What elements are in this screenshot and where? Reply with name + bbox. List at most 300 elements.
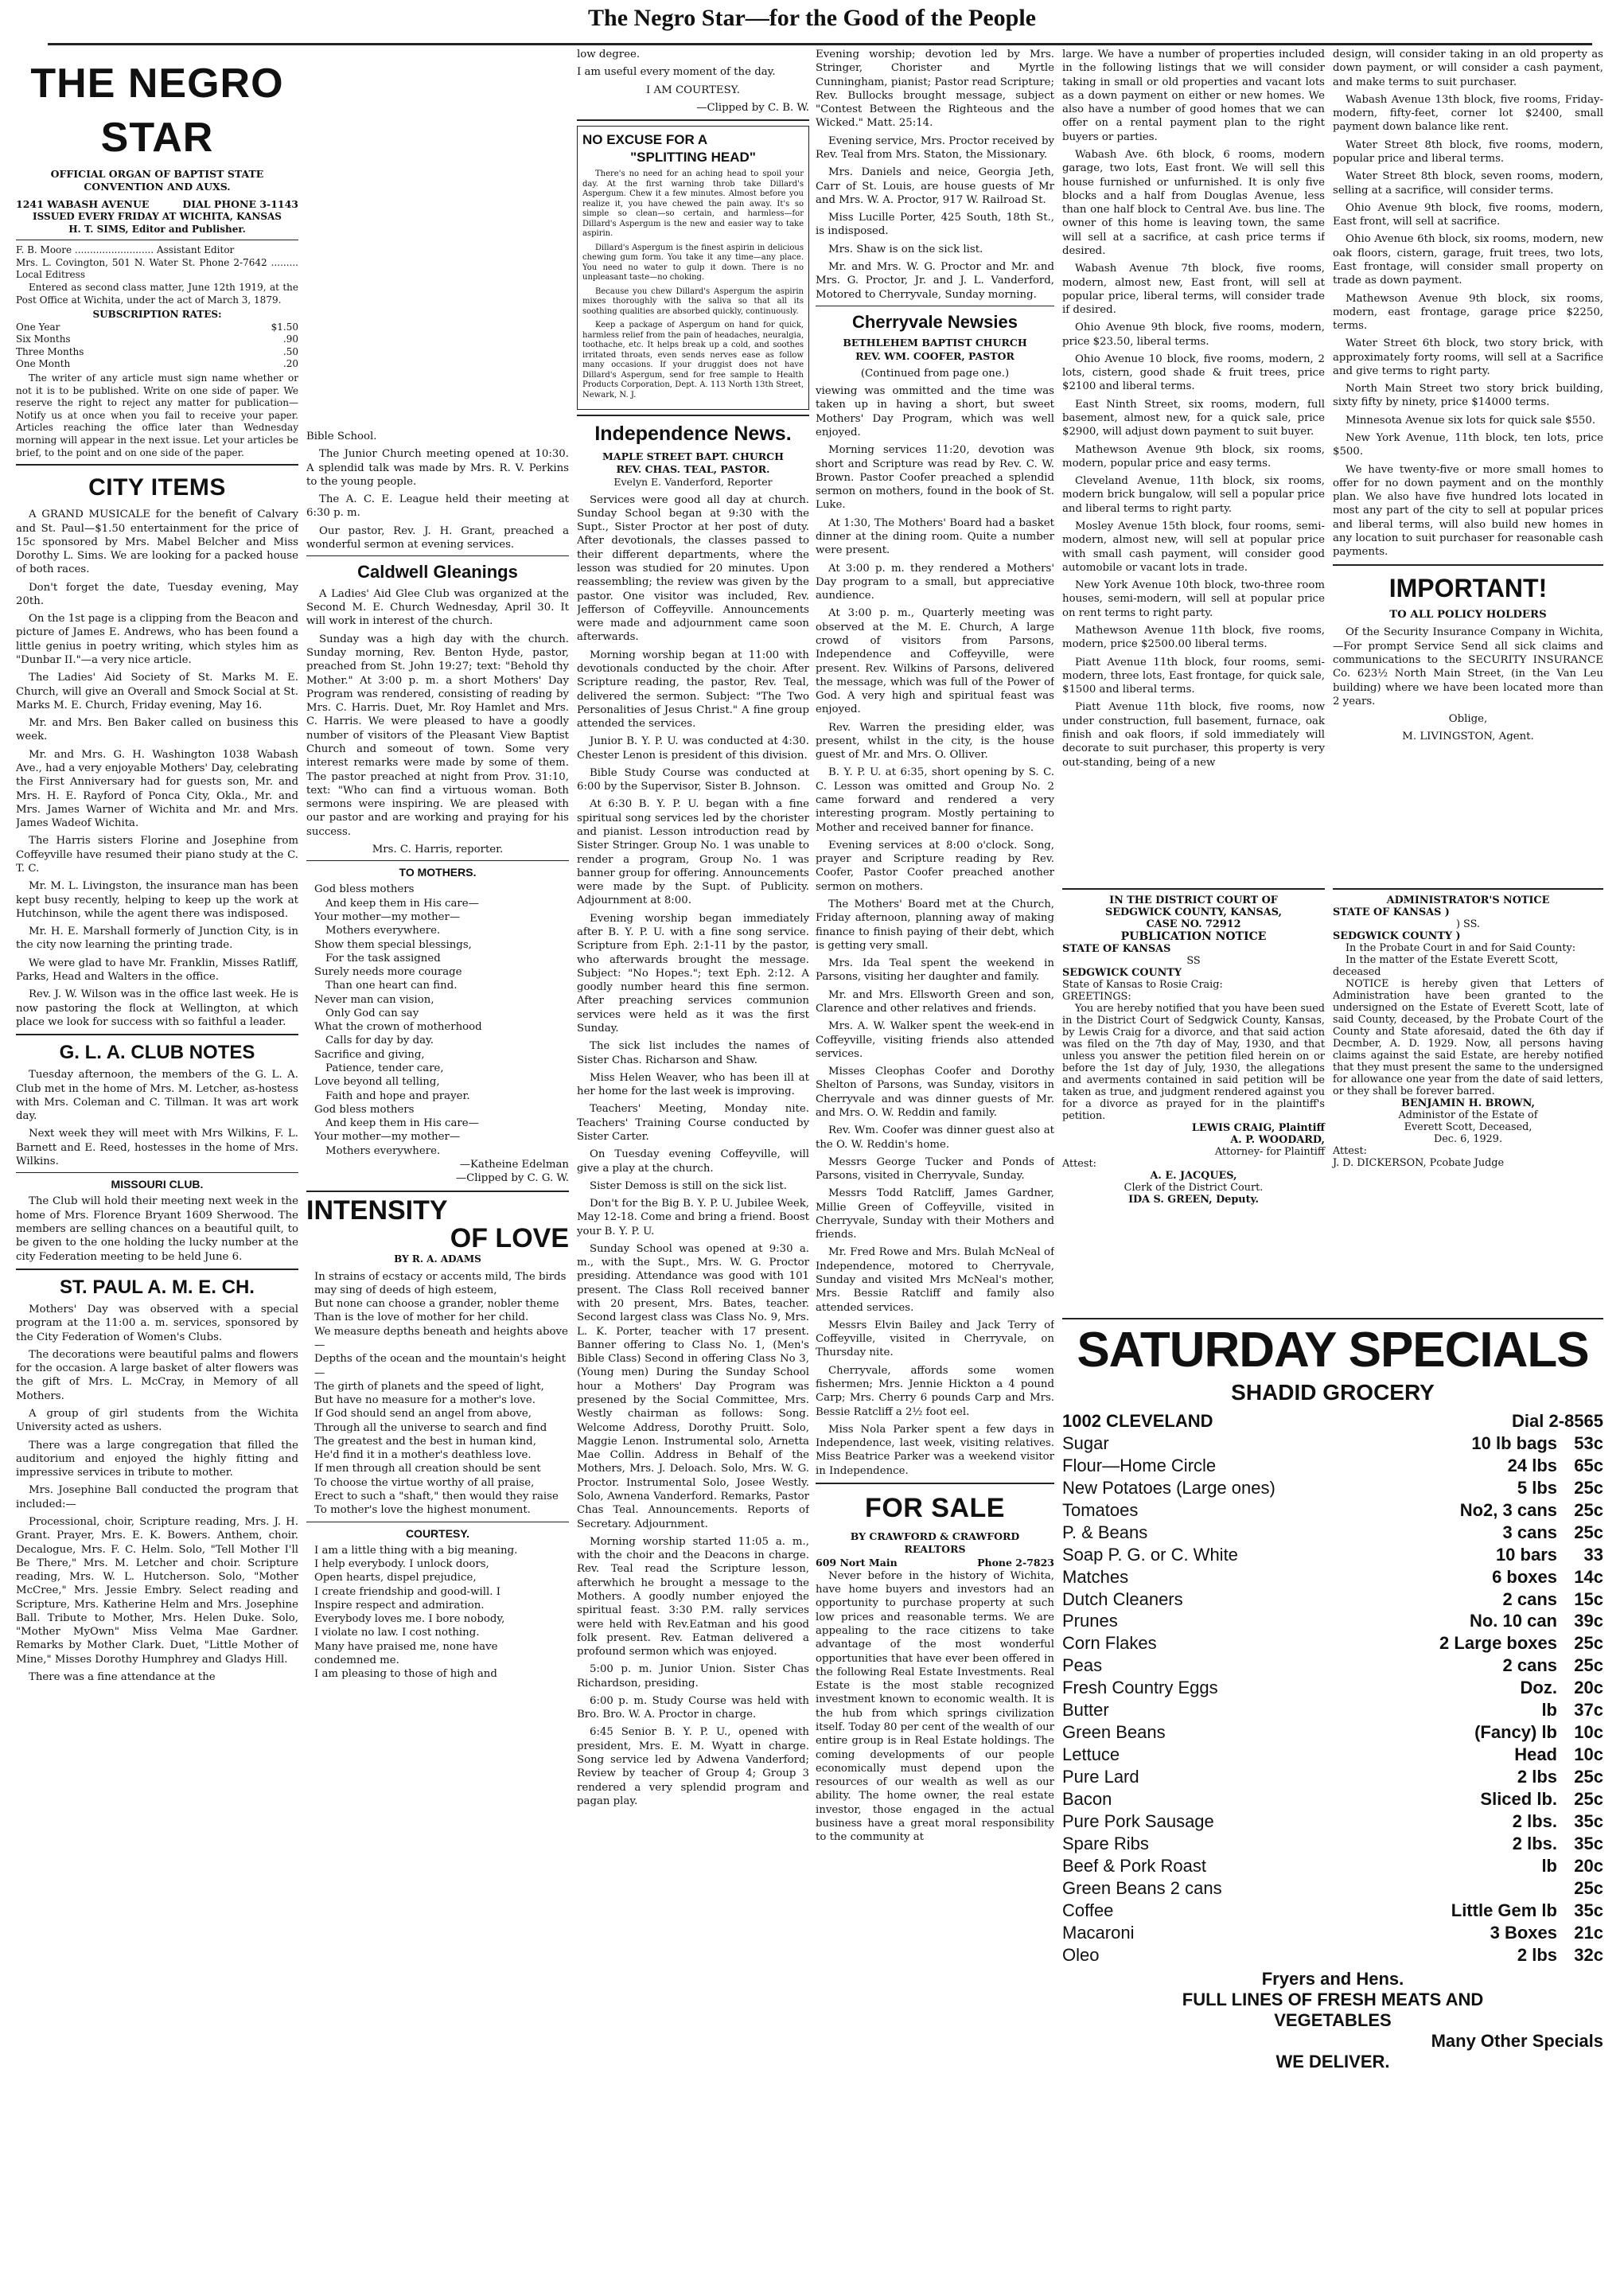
- grocery-item-qty-price: [1517, 1477, 1603, 1499]
- poem-line: I create friendship and good-will. I: [314, 1585, 500, 1598]
- grocery-item-qty: 10 lb bags: [1471, 1432, 1557, 1453]
- rate-row: Six Months .90: [16, 333, 298, 345]
- article-paragraph: Evening worship; devotion led by Mrs. Stringer, Chorister and Myrtle Cunningham, pianist; Pastor read Scripture; Rev. Bullocks brought message, subject "Contest Between the Righteous and the Wicked." Matt. 25:14.: [816, 49, 1054, 130]
- grocery-item-qty: Head: [1514, 1744, 1557, 1765]
- rate-row: One Year $1.50: [16, 321, 298, 333]
- article-paragraph: Morning worship started 11:05 a. m., with the choir and the Deacons in charge. Rev. Teal read the Scripture lesson, afterwhich he brought a message to the Mothers. A goodly number enjoyed the spiritual feast. 3:30 P.M. rally services were held with Rev.Eatman and his good folk present. Rev. Eatman delivered a profound sermon which was enjoyed.: [577, 1535, 809, 1658]
- article-paragraph: Mathewson Avenue 9th block, six rooms, modern, popular price and easy terms.: [1062, 443, 1325, 470]
- grocery-item-row: [1062, 1522, 1603, 1544]
- grocery-item-row: [1062, 1588, 1603, 1611]
- grocery-item-name: Macaroni: [1062, 1922, 1135, 1943]
- article-paragraph: Ohio Avenue 6th block, six rooms, modern, new oak floors, cistern, garage, fruit trees, two lots, East frontage, will consider small property on trade as down payment.: [1333, 233, 1603, 287]
- article-paragraph: We were glad to have Mr. Franklin, Misses Ratliff, Parks, Head and Walters in the office.: [16, 957, 298, 983]
- grocery-item-name: Matches: [1062, 1566, 1129, 1587]
- article-paragraph: Water Street 6th block, two story brick, with approximately forty rooms, will sell at a Sacrifice and give terms to right party.: [1333, 337, 1603, 377]
- grocery-item-name: Coffee: [1062, 1900, 1114, 1920]
- to-mothers-title: TO MOTHERS.: [399, 866, 477, 879]
- city-items-title: CITY ITEMS: [88, 474, 226, 501]
- grocery-fryers: Fryers and Hens.: [1261, 1969, 1404, 1990]
- court-attorney: A. P. WOODARD,: [1230, 1134, 1325, 1146]
- article-paragraph: Rev. Warren the presiding elder, was present, whilst in the city, is the house guest of Mr. and Mrs. O. Olliver.: [816, 721, 1054, 762]
- column-6: [1333, 48, 1603, 875]
- grocery-item-qty-price: [1513, 1833, 1603, 1855]
- article-paragraph: A Ladies' Aid Glee Club was organized at the Second M. E. Church Wednesday, April 30. It will work in interest of the church.: [306, 587, 569, 628]
- article-paragraph: Miss Helen Weaver, who has been ill at her home for the last week is improving.: [577, 1071, 809, 1098]
- for-sale-title: FOR SALE: [865, 1492, 1005, 1523]
- important-agent: M. LIVINGSTON, Agent.: [1402, 731, 1534, 743]
- for-sale-realtors: REALTORS: [904, 1543, 966, 1556]
- grocery-items: [1062, 1432, 1603, 1966]
- section-rule: [577, 415, 809, 416]
- section-rule: [16, 464, 298, 466]
- article-paragraph: Mrs. Ida Teal spent the weekend in Parsons, visiting her daughter and family.: [816, 957, 1054, 984]
- grocery-item-price: 21c: [1574, 1922, 1603, 1943]
- article-paragraph: (Continued from page one.): [860, 367, 1010, 380]
- article-paragraph: Mr. M. L. Livingston, the insurance man has been kept busy recently, helping to keep up the work at Hutchinson, while the agent there was indisposed.: [16, 880, 298, 920]
- poem-line: If men through all creation should be sent: [314, 1463, 541, 1475]
- grocery-item-row: [1062, 1566, 1603, 1588]
- admin-probate: In the Probate Court in and for Said County:: [1346, 942, 1576, 954]
- section-rule: [1062, 1318, 1603, 1319]
- section-rule: [16, 1269, 298, 1270]
- masthead-editor: H. T. SIMS, Editor and Publisher.: [68, 223, 246, 235]
- grocery-item-name: Pure Lard: [1062, 1767, 1139, 1787]
- poem-line: Your mother—my mother—: [314, 1131, 461, 1144]
- article-paragraph: Sunday was a high day with the church. Sunday morning, Rev. Benton Hyde, pastor, preached from St. John 19:27; text: "Behold thy Mother." At 3:00 p. m. a short Mothers' Day Program was rendered, consisting of reading by Mrs. C. Harris. Duet, Mr. Roy Hamlet and Mrs. C. Harris. We were pleased to have a goodly number of visitors of the Pleasant View Baptist Church and someout of town. Some very interest remarks were made by some of them. The pastor preached at night from Prov. 31:10, text: "Who can find a virtuous woman. Both sermons were inspiring. We are pleased with our pastor and are working and praying for his success.: [306, 633, 569, 838]
- grocery-item-qty: 2 cans: [1502, 1588, 1557, 1609]
- gla-club-title: G. L. A. CLUB NOTES: [59, 1042, 255, 1064]
- for-sale-phone: Phone 2-7823: [977, 1556, 1054, 1569]
- grocery-item-qty-price: [1541, 1699, 1603, 1721]
- section-rule: [16, 1034, 298, 1035]
- page-header-title: The Negro Star—for the Good of the People: [588, 5, 1036, 31]
- admin-date: Dec. 6, 1929.: [1433, 1133, 1503, 1145]
- grocery-item-qty: 2 lbs.: [1512, 1833, 1557, 1853]
- court-line1: IN THE DISTRICT COURT OF: [1109, 894, 1278, 906]
- article-paragraph: Morning worship began at 11:00 with devotionals conducted by the choir. After Scripture reading, the pastor, Rev. Teal, delivered the sermon. Subject: "The Two Personalities of Jesus Christ." A fine group attended the services.: [577, 649, 809, 731]
- article-paragraph: Never before in the history of Wichita, have home buyers and investors had an opportunity to purchase property at such low prices and reasonable terms. We are appealing to the race citizens to take advantage of the most wonderful opportunities that have ever been offered in the following Real Estate Investments. Real Estate is the most stable recognized investment known to economic wealth. It is the hub from which springs civilization itself. Today 80 per cent of the wealth of our entire group is in Real Estate holdings. The coming developments of our people economically must depend upon the resources of our wealth as well as our ability. The home owner, the real estate investor, those engaged in the actual business have a great moral responsibility to the community at: [816, 1569, 1054, 1844]
- article-paragraph: Wabash Avenue 13th block, five rooms, Friday-modern, fifty-feet, corner lot $2400, small payment down balance like rent.: [1333, 93, 1603, 134]
- grocery-vegetables: VEGETABLES: [1274, 2010, 1392, 2031]
- grocery-item-name: Fresh Country Eggs: [1062, 1678, 1218, 1698]
- court-case: CASE NO. 72912: [1146, 918, 1241, 930]
- grocery-item-name: Tomatoes: [1062, 1499, 1139, 1520]
- grocery-item-name: Spare Ribs: [1062, 1833, 1149, 1853]
- poem-line: Depths of the ocean and the mountain's height—: [314, 1353, 567, 1379]
- article-paragraph: On the 1st page is a clipping from the Beacon and picture of James E. Andrews, who has been found a little genius in poetry writing, which styles him as "Dunbar II."—a very nice article.: [16, 613, 298, 667]
- poem-line: Mothers everywhere.: [325, 1144, 441, 1157]
- poem-line: Never man can vision,: [314, 993, 434, 1006]
- poem-line: The greatest and the best in human kind,: [314, 1435, 536, 1448]
- grocery-item-qty-price: [1503, 1588, 1604, 1611]
- article-paragraph: 6:00 p. m. Study Course was held with Bro. Bro. W. A. Proctor in charge.: [577, 1694, 809, 1721]
- masthead-title: THE NEGRO STAR: [30, 60, 284, 161]
- article-paragraph: On Tuesday evening Coffeyville, will give a play at the church.: [577, 1148, 809, 1175]
- section-rule: [306, 860, 569, 861]
- specials-store: SHADID GROCERY: [1231, 1380, 1435, 1405]
- article-paragraph: Bible Study Course was conducted at 6:00 by the Supervisor, Sister B. Johnson.: [577, 766, 809, 793]
- cherryvale-title: Cherryvale Newsies: [852, 311, 1018, 332]
- grocery-item-price: 35c: [1574, 1900, 1603, 1920]
- poem-line: Your mother—my mother—: [314, 910, 461, 923]
- grocery-item-qty: Little Gem lb: [1451, 1900, 1557, 1920]
- article-paragraph: At 3:00 p. m., Quarterly meeting was observed at the M. E. Church, A large crowd of visitors from Parsons, Independence and Coffeyville, were present. Rev. Wilkins of Parsons, delivered the message, which was full of the Power of God. A very high and spiritual feast was enjoyed.: [816, 607, 1054, 716]
- article-paragraph: At 6:30 B. Y. P. U. began with a fine spiritual song services led by the chorister and pianist. Lesson introduction read by Sister Stringer. Group No. 1 was unable to render a program, Group No. 1 was banner group for offering. Announcements were made by the Supt. of Publicity. Adjournment at 8:00.: [577, 798, 809, 907]
- article-paragraph: large. We have a number of properties included in the following listings that we will consider taking in small or old properties and vacant lots as a down payment on either or new homes. We also have a number of good homes that we can offer on a rental payment plan to the right buyers or parties.: [1062, 49, 1325, 143]
- grocery-item-row: [1062, 1654, 1603, 1677]
- poem-author: —Katheine Edelman: [459, 1159, 569, 1171]
- to-mothers-poem: [306, 883, 569, 1185]
- poem-line: For the task assigned: [325, 952, 441, 965]
- grocery-item-qty-price: [1471, 1432, 1603, 1455]
- admin-name: BENJAMIN H. BROWN,: [1401, 1097, 1535, 1109]
- court-body: You are hereby notified that you have been sued in the District Court of Sedgwick County, Kansas, by Lewis Craig for a divorce, and that said action was filed on the 7th day of May, 1930, and that unless you answer the petition filed herein on or before the 1st day of July, 1930, the allegations and averments contained in said petition will be taken as true, and judgment rendered against you for a divorce as prayed for in the plaintiff's petition.: [1062, 1003, 1325, 1122]
- article-paragraph: Mr. and Mrs. Ellsworth Green and son, Clarence and other relatives and friends.: [816, 988, 1054, 1015]
- poem-line: Inspire respect and admiration.: [314, 1599, 485, 1612]
- grocery-item-name: Lettuce: [1062, 1744, 1120, 1765]
- poem-clipped: —Clipped by C. G. W.: [455, 1172, 569, 1185]
- column-1: [16, 48, 298, 1688]
- poem-line: Open hearts, dispel prejudice,: [314, 1572, 477, 1584]
- article-paragraph: New York Avenue, 11th block, ten lots, price $500.: [1333, 432, 1603, 458]
- masthead-issued: ISSUED EVERY FRIDAY AT WICHITA, KANSAS: [33, 210, 282, 222]
- court-clerk-role: Clerk of the District Court.: [1124, 1182, 1264, 1194]
- article-paragraph: We have twenty-five or more small homes to offer for no down payment and on the monthly plan. We also have five hundred lots located in most any part of the city to sell at popular prices and liberal terms, will also build new homes in any location to suit purchaser for reasonable cash payments.: [1333, 463, 1603, 559]
- article-paragraph: Rev. J. W. Wilson was in the office last week. He is now pastoring the flock at Wellington, at which place we look for success with so faithful a leader.: [16, 988, 298, 1028]
- court-plaintiff: LEWIS CRAIG, Plaintiff: [1191, 1122, 1325, 1134]
- grocery-item-price: 10c: [1574, 1744, 1603, 1765]
- section-rule: [816, 1483, 1054, 1484]
- rate-row: Three Months .50: [16, 345, 298, 357]
- grocery-header-row: [1062, 1410, 1603, 1432]
- grocery-full-lines: FULL LINES OF FRESH MEATS AND: [1182, 1990, 1484, 2010]
- article-paragraph: East Ninth Street, six rooms, modern, full basement, almost new, for a quick sale, price $2900, will adjust down payment to suit buyer.: [1062, 398, 1325, 438]
- caldwell-title: Caldwell Gleanings: [357, 562, 518, 583]
- poem-line: Mothers everywhere.: [325, 925, 441, 937]
- cherryvale-pastor: REV. WM. COOFER, PASTOR: [855, 349, 1015, 362]
- article-paragraph: Sister Demoss is still on the sick list.: [590, 1179, 787, 1192]
- section-rule: [1333, 564, 1603, 566]
- grocery-item-row: [1062, 1677, 1603, 1699]
- masthead-assistant: F. B. Moore .......................... Assistant Editor: [16, 244, 235, 256]
- ad-paragraph: Keep a package of Aspergum on hand for quick, harmless relief from the pain of headaches, neuralgia, toothache, etc. It helps break up a cold, and soothes irritated throats, even sends nerves ease as follow many occasions. If your druggist does not have Dillard's Aspergum, send for free sample to Health Products Corporation, Dept. A. 113 North 13th Street, Newark, N. J.: [582, 321, 804, 399]
- article-paragraph: Bible School.: [306, 431, 377, 442]
- article-paragraph: Evening service, Mrs. Proctor received by Rev. Teal from Mrs. Staton, the Missionary.: [816, 134, 1054, 161]
- independence-church: MAPLE STREET BAPT. CHURCH: [602, 450, 784, 462]
- article-paragraph: viewing was ommitted and the time was taken up in having a short, but sweet Mothers' Day Program, which was well enjoyed.: [816, 385, 1054, 438]
- poem-line: Sacrifice and giving,: [314, 1048, 425, 1061]
- grocery-item-row: [1062, 1810, 1603, 1833]
- article-paragraph: Water Street 8th block, five rooms, modern, popular price and liberal terms.: [1333, 138, 1603, 165]
- poem-line: Erect to such a "shaft," then would they raise: [314, 1491, 559, 1503]
- court-clerk: A. E. JACQUES,: [1150, 1170, 1237, 1182]
- st-paul-title: ST. PAUL A. M. E. CH.: [60, 1276, 255, 1298]
- masthead-address: 1241 WABASH AVENUE: [16, 197, 150, 210]
- grocery-item-price: 35c: [1574, 1810, 1603, 1831]
- grocery-item-qty-price: [1490, 1922, 1603, 1944]
- court-line2: SEDGWICK COUNTY, KANSAS,: [1105, 906, 1282, 918]
- grocery-item-name: New Potatoes (Large ones): [1062, 1477, 1275, 1498]
- article-paragraph: Mrs. Josephine Ball conducted the program that included:—: [16, 1484, 298, 1510]
- important-oblige: Oblige,: [1448, 713, 1488, 726]
- poem-line: To mother's love the highest monument.: [314, 1504, 531, 1517]
- grocery-item-name: Pure Pork Sausage: [1062, 1810, 1214, 1831]
- ad-paragraph: Because you chew Dillard's Aspergum the aspirin mixes thoroughly with the saliva so that all its soothing qualities are absorbed quickly, continuously.: [582, 286, 804, 316]
- grocery-item-qty-price: [1439, 1632, 1603, 1654]
- grocery-item-qty: 2 lbs.: [1512, 1810, 1557, 1831]
- article-paragraph: Teachers' Meeting, Monday nite. Teachers' Training Course conducted by Sister Carter.: [577, 1103, 809, 1143]
- article-paragraph: Junior B. Y. P. U. was conducted at 4:30. Chester Lenon is president of this division.: [577, 735, 809, 762]
- grocery-item-name: Dutch Cleaners: [1062, 1588, 1183, 1609]
- grocery-item-price: 35c: [1574, 1833, 1603, 1853]
- intensity-title: [306, 1197, 569, 1253]
- grocery-item-name: Flour—Home Circle: [1062, 1455, 1217, 1475]
- article-paragraph: Ohio Avenue 9th block, five rooms, modern, price $23.50, liberal terms.: [1062, 322, 1325, 348]
- column-5: [1062, 48, 1325, 875]
- grocery-item-name: Soap P. G. or C. White: [1062, 1544, 1238, 1565]
- court-pub: PUBLICATION NOTICE: [1120, 930, 1267, 943]
- article-paragraph: Mr. and Mrs. G. H. Washington 1038 Wabash Ave., had a very enjoyable Mothers' Day, celebrating the First Anniversary had for guests son, Mr. and Mrs. H. E. Rayford of Ponca City, Okla., Mr. and Mrs. James Warner of Wichita and Mr. and Mrs. James Wadeof Wichita.: [16, 748, 298, 830]
- article-paragraph: Mr. and Mrs. W. G. Proctor and Mr. and Mrs. G. Proctor, Jr. and J. L. Vanderford, Motored to Cherryvale, Sunday morning.: [816, 260, 1054, 301]
- masthead-local-editress: Mrs. L. Covington, 501 N. Water St. Phone 2-7642 ......... Local Editress: [16, 256, 298, 281]
- important-text: Of the Security Insurance Company in Wichita,—For prompt Service Send all sick claims and communications to the SECURITY INSURANCE Co. 623½ North Main Street, (in the Van Leu building) where we have been located more than 2 years.: [1333, 626, 1603, 707]
- grocery-item-name: Green Beans: [1062, 1722, 1166, 1743]
- article-paragraph: Mathewson Avenue 9th block, six rooms, modern, east frontage, garage price $2250, terms.: [1333, 292, 1603, 333]
- grocery-item-qty-price: [1517, 1944, 1603, 1966]
- ad-title: NO EXCUSE FOR A: [582, 132, 708, 148]
- grocery-item-name: Butter: [1062, 1700, 1109, 1721]
- poem-line: God bless mothers: [314, 883, 415, 896]
- ad-paragraph: Dillard's Aspergum is the finest aspirin in delicious chewing gum form. You take it any time—any place. You need no water to gulp it down. There is no unpleasant taste—no choking.: [582, 243, 804, 283]
- courtesy-text: [306, 1544, 569, 1682]
- poem-line: Faith and hope and prayer.: [325, 1089, 470, 1102]
- specials-title: SATURDAY SPECIALS: [1077, 1323, 1589, 1378]
- grocery-item-row: [1062, 1766, 1603, 1788]
- grocery-item-price: 25c: [1574, 1877, 1603, 1898]
- article-paragraph: The Ladies' Aid Society of St. Marks M. E. Church, will give an Overall and Smock Social at St. Marks M. E. Church, Friday evening, May 16.: [16, 672, 298, 711]
- grocery-item-row: [1062, 1944, 1603, 1966]
- grocery-item-qty: 5 lbs: [1517, 1477, 1557, 1498]
- grocery-item-qty-price: [1492, 1566, 1603, 1588]
- section-rule: [16, 1172, 298, 1173]
- grocery-item-qty: 24 lbs: [1507, 1455, 1557, 1475]
- important-sub: TO ALL POLICY HOLDERS: [1389, 609, 1547, 622]
- article-paragraph: I am useful every moment of the day.: [577, 66, 776, 79]
- article-paragraph: The decorations were beautiful palms and flowers for the occasion. A large basket of alter flowers was the gift of Mrs. L. McCray, in Memory of all Mothers.: [16, 1348, 298, 1402]
- grocery-item-price: 25c: [1574, 1633, 1603, 1654]
- article-paragraph: Morning services 11:20, devotion was short and Scripture was read by Rev. C. W. Brown. Pastor Coofer preached a splendid sermon on mothers, found in the book of St. Luke.: [816, 444, 1054, 512]
- grocery-item-price: 25c: [1574, 1477, 1603, 1498]
- admin-ss: ) SS.: [1456, 918, 1480, 930]
- grocery-item-row: [1062, 1833, 1603, 1855]
- article-paragraph: Mathewson Avenue 11th block, five rooms, modern, price $2500.00 liberal terms.: [1062, 624, 1325, 651]
- grocery-item-name: Prunes: [1062, 1611, 1118, 1631]
- poem-line: And keep them in His care—: [325, 897, 479, 910]
- grocery-item-qty: 2 lbs: [1517, 1767, 1557, 1787]
- grocery-item-qty: (Fancy) lb: [1474, 1722, 1557, 1743]
- article-paragraph: Mr. Fred Rowe and Mrs. Bulah McNeal of Independence, motored to Cherryvale, Sunday and visited Mrs McNeal's mother, Mrs. Bessie Ratcliff and family also attended services.: [816, 1246, 1054, 1314]
- administrator-notice: [1333, 883, 1603, 1169]
- grocery-item-name: Sugar: [1062, 1432, 1109, 1453]
- article-paragraph: The Junior Church meeting opened at 10:30. A splendid talk was made by Mrs. R. V. Perkins to the young people.: [306, 448, 569, 488]
- grocery-item-qty-price: [1460, 1499, 1603, 1522]
- grocery-item-price: 10c: [1574, 1722, 1603, 1743]
- poem-line: Than one heart can find.: [325, 980, 458, 992]
- article-paragraph: Messrs Elvin Bailey and Jack Terry of Coffeyville, visited in Cherryvale, on Thursday nite.: [816, 1319, 1054, 1359]
- independence-reporter: Evelyn E. Vanderford, Reporter: [613, 476, 773, 489]
- court-to: State of Kansas to Rosie Craig:: [1062, 979, 1223, 991]
- grocery-item-qty: lb: [1541, 1700, 1557, 1721]
- grocery-item-price: 33: [1583, 1544, 1603, 1565]
- grocery-item-qty-price: [1541, 1855, 1603, 1877]
- poem-line: Love beyond all telling,: [314, 1076, 440, 1089]
- grocery-item-qty-price: [1503, 1654, 1604, 1677]
- grocery-item-row: [1062, 1544, 1603, 1566]
- grocery-item-qty: 3 cans: [1502, 1522, 1557, 1542]
- missouri-club-title: MISSOURI CLUB.: [111, 1178, 204, 1191]
- article-paragraph: Mrs. A. W. Walker spent the week-end in Coffeyville, visiting friends also attended services.: [816, 1020, 1054, 1060]
- grocery-item-name: P. & Beans: [1062, 1522, 1148, 1542]
- article-paragraph: Don't forget the date, Tuesday evening, May 20th.: [16, 581, 298, 607]
- grocery-item-row: [1062, 1499, 1603, 1522]
- admin-title: ADMINISTRATOR'S NOTICE: [1386, 894, 1550, 906]
- poem-line: In strains of ecstacy or accents mild, The birds may sing of deeds of high esteem,: [314, 1270, 567, 1296]
- article-paragraph: Mothers' Day was observed with a special program at the 11:00 a. m. services, sponsored by the City Federation of Women's Clubs.: [16, 1304, 298, 1343]
- admin-judge: J. D. DICKERSON, Pcobate Judge: [1333, 1157, 1505, 1169]
- grocery-item-row: [1062, 1721, 1603, 1744]
- admin-matter: In the matter of the Estate Everett Scott, deceased: [1333, 954, 1559, 978]
- grocery-many: Many Other Specials: [1431, 2031, 1603, 2052]
- article-paragraph: Services were good all day at church. Sunday School began at 9:30 with the Supt., Sister Proctor at her post of duty. After devotionals, the classes passed to their different departments, where the lesson was studied for 20 minutes. Upon reassembling; the review was given by the pastor. One visitor was included, Rev. Jefferson of Coffeyville. Announcements were made and adjournment came soon afterwards.: [577, 493, 809, 644]
- intensity-title-line2: OF LOVE: [450, 1223, 569, 1254]
- article-paragraph: Mr. H. E. Marshall formerly of Junction City, is in the city now learning the printing trade.: [16, 926, 298, 952]
- grocery-item-price: 25c: [1574, 1767, 1603, 1787]
- grocery-item-name: Corn Flakes: [1062, 1633, 1157, 1654]
- poem-line: The girth of planets and the speed of light,: [314, 1380, 544, 1393]
- ad-paragraph: There's no need for an aching head to spoil your day. At the first warning throb take Dillard's Aspergum. Chew it a few minutes. Almost before you realize it, you have chewed the pain away. It's so simple so clean—so certain, and harmless—for Dillard's Aspergum is the new and easier way to take aspirin.: [582, 170, 804, 239]
- grocery-address: 1002 CLEVELAND: [1062, 1411, 1213, 1431]
- independence-pastor: REV. CHAS. TEAL, PASTOR.: [616, 463, 770, 476]
- article-paragraph: Sunday School was opened at 9:30 a. m., with the Supt., Mrs. W. G. Proctor presiding. Attendance was good with 101 present. The Class Roll received banner with 20 present, Mrs. Bates, teacher. Second largest class was Class No. 9, Mrs. L. K. Porter, teacher with 17 present. Banner offering to Class No. 1, (Men's Bible Class) Second in offering Class No 3, (Young men) During the Sunday School hour a Mothers' Day Program was presened by the Social Committee, Mrs. Westly chairman as follows: Song. Welcome Address, Dorothy Pruitt. Solo, Maggie Lenon. Instrumental solo, Arnetta Mae Collin. Address in Behalf of the Mothers, Mrs. J. Deloach. Solo, Mrs. W. G. Proctor. Instrumental Solo, Josee Westly. Solo, Awnena Vanderford. Remarks, Pastor Chas Teal. Announcements. Reports of Secretary. Adjournment.: [577, 1242, 809, 1530]
- poem-line: I am pleasing to those of high and: [314, 1668, 497, 1681]
- grocery-item-price: 15c: [1574, 1588, 1603, 1609]
- article-paragraph: 6:45 Senior B. Y. P. U., opened with president, Mrs. E. M. Wyatt in charge. Song service led by Adwena Vanderford; Review by teacher of Group 4; Group 3 rendered a very splendid program and pagan play.: [577, 1726, 809, 1807]
- grocery-item-row: [1062, 1788, 1603, 1810]
- cherryvale-church: BETHLEHEM BAPTIST CHURCH: [843, 337, 1027, 349]
- article-paragraph: Water Street 8th block, seven rooms, modern, selling at a sacrifice, will consider terms.: [1333, 170, 1603, 197]
- article-paragraph: Miss Lucille Porter, 425 South, 18th St., is indisposed.: [816, 212, 1054, 238]
- grocery-phone: Dial 2-8565: [1512, 1411, 1603, 1431]
- grocery-item-qty-price: [1521, 1677, 1603, 1699]
- poem-line: I violate no law. I cost nothing.: [314, 1627, 480, 1639]
- grocery-item-qty: No2, 3 cans: [1459, 1499, 1557, 1520]
- admin-body: NOTICE is hereby given that Letters of Administration have been granted to the undersigned on the Estate of Everett Scott, late of said County, deceased, by the Probate Court of the County and State aforesaid, dated the 6th day if Decmber, A. D. 1929. Now, all persons having claims against the said Estate, are hereby notified that they must present the same to the undersigned for allowance one year from the date of said letters, or they shall be forever barred.: [1333, 978, 1603, 1097]
- grocery-item-row: [1062, 1432, 1603, 1455]
- poem-line: We measure depths beneath and heights above—: [314, 1325, 568, 1351]
- article-paragraph: Mr. and Mrs. Ben Baker called on business this week.: [16, 717, 298, 743]
- section-rule: [306, 555, 569, 556]
- admin-state: STATE OF KANSAS ): [1333, 906, 1450, 918]
- poem-line: Many have praised me, none have: [314, 1640, 498, 1653]
- reporter-credit: Mrs. C. Harris, reporter.: [372, 843, 504, 855]
- independence-title: Independence News.: [594, 423, 792, 446]
- grocery-item-name: Beef & Pork Roast: [1062, 1855, 1206, 1876]
- grocery-item-name: Peas: [1062, 1655, 1103, 1676]
- article-paragraph: Piatt Avenue 11th block, four rooms, semi-modern, three lots, East frontage, for quick sale, $1500 and liberal terms.: [1062, 656, 1325, 696]
- grocery-item-row: [1062, 1855, 1603, 1877]
- article-paragraph: The Harris sisters Florine and Josephine from Coffeyville have resumed their piano study at the C. T. C.: [16, 835, 298, 875]
- grocery-item-qty-price: [1557, 1877, 1603, 1900]
- column-4: [816, 48, 1054, 1849]
- poem-line: Calls for day by day.: [325, 1035, 434, 1047]
- article-paragraph: New York Avenue 10th block, two-three room houses, semi-modern, will sell at popular price on rent terms to right party.: [1062, 579, 1325, 619]
- intensity-title-line1: INTENSITY: [306, 1195, 448, 1226]
- grocery-item-price: 32c: [1574, 1944, 1603, 1965]
- article-paragraph: Wabash Ave. 6th block, 6 rooms, modern garage, two lots, East front. We will sell this house furnished or unfurnished. It is only five blocks and a half from Douglas Avenue, less than one half block to Central Ave. bus line. The owner of this home is leaving town, the same will sell at a sacrifice, at cash price terms if desired.: [1062, 148, 1325, 257]
- grocery-item-qty-price: [1503, 1522, 1604, 1544]
- article-paragraph: The Mothers' Board met at the Church, Friday afternoon, planning away of making finance to finish paying of their debt, which is getting very small.: [816, 898, 1054, 952]
- ad-title-2: "SPLITTING HEAD": [630, 150, 756, 166]
- poem-line: condemned me.: [314, 1654, 399, 1667]
- article-paragraph: Processional, choir, Scripture reading, Mrs. J. H. Grant. Prayer, Mrs. E. K. Bowers. Anthem, choir. Decalogue, Mrs. F. C. Helm. Solo, "Tell Mother I'll Be There," Mrs. M. Letcher and choir. Scripture reading, Mrs. W. L. Hutcherson. Solo, "Mother McCree," Mrs. Jessie Embry. Select reading and Scripture, Mrs. Katherine Helm and Mrs. Josephine Ball. Tribute to Mother, Mrs. Helen Duke. Solo, "Mother MyOwn" Miss Velma Mae Gardner. Remarks by Mother Clark. Duet, "Little Mother of Mine," Misses Dorothy Humphrey and Gladys Hill.: [16, 1515, 298, 1666]
- poem-line: If God should send an angel from above,: [314, 1408, 532, 1421]
- poem-line: But have no measure for a mother's love.: [314, 1394, 536, 1407]
- grocery-item-price: 25c: [1574, 1655, 1603, 1676]
- masthead-phone: DIAL PHONE 3-1143: [182, 197, 298, 210]
- for-sale-contact-row: [816, 1557, 1054, 1569]
- grocery-item-name: Oleo: [1062, 1944, 1100, 1965]
- masthead-entered: Entered as second class matter, June 12th 1919, at the Post Office at Wichita, under the act of March 3, 1879.: [16, 281, 298, 306]
- article-paragraph: Don't for the Big B. Y. P. U. Jubilee Week, May 12-18. Come and bring a friend. Boost your B. Y. P. U.: [577, 1198, 809, 1237]
- saturday-specials-ad: [1062, 1313, 1603, 2072]
- article-paragraph: Mosley Avenue 15th block, four rooms, semi-modern, almost new, will sell at popular price with small cash payment, will consider good automobile or vacant lots in trade.: [1062, 520, 1325, 574]
- admin-attest: Attest:: [1333, 1145, 1367, 1157]
- poem-line: He'd find it in a mother's deathless love.: [314, 1449, 532, 1462]
- grocery-item-price: 20c: [1574, 1855, 1603, 1876]
- article-paragraph: B. Y. P. U. at 6:35, short opening by S. C. C. Lesson was omitted and Group No. 2 came forward and rendered a very interesting program. Mostly pertaining to Mother and received banner for finance.: [816, 766, 1054, 834]
- article-paragraph: Wabash Avenue 7th block, five rooms, modern, almost new, East front, will sell at popular price, liberal terms, will consider trade if desired.: [1062, 263, 1325, 317]
- article-paragraph: Rev. Wm. Coofer was dinner guest also at the O. W. Reddin's home.: [816, 1124, 1054, 1151]
- poem-line: I help everybody. I unlock doors,: [314, 1558, 489, 1571]
- article-paragraph: Next week they will meet with Mrs Wilkins, F. L. Barnett and E. Reed, hostesses in the home of Mrs. Wilkins.: [16, 1128, 298, 1167]
- poem-line: I am a little thing with a big meaning.: [314, 1544, 518, 1557]
- grocery-item-price: 65c: [1574, 1455, 1603, 1475]
- grocery-item-row: [1062, 1610, 1603, 1632]
- article-paragraph: Ohio Avenue 9th block, five rooms, modern, East front, will sell at sacrifice.: [1333, 201, 1603, 228]
- article-paragraph: Evening worship began immediately after B. Y. P. U. with a fine song service. Scripture from Eph. 2:1-11 by the pastor, who afterwards brought the message. Subject: "No Hopes."; text Eph. 2:12. A goodly number heard this fine sermon. After preaching services communion services were held as it was the first Sunday.: [577, 912, 809, 1035]
- grocery-item-qty-price: [1514, 1744, 1603, 1766]
- poem-line: God bless mothers: [314, 1103, 415, 1116]
- grocery-item-qty-price: [1496, 1544, 1603, 1566]
- column-3: [577, 48, 809, 1812]
- poem-line: Patience, tender care,: [325, 1062, 444, 1075]
- grocery-item-qty: 6 boxes: [1492, 1566, 1557, 1587]
- rate-row: One Month .20: [16, 358, 298, 370]
- grocery-item-row: [1062, 1744, 1603, 1766]
- article-paragraph: Cherryvale, affords some women fishermen; Mrs. Jennie Hickton a 4 pound Carp; Mrs. Cherry 6 pounds Carp and Mrs. Bessie Ratcliff a 2½ foot eel.: [816, 1364, 1054, 1418]
- poem-line: Surely needs more courage: [314, 966, 462, 979]
- article-paragraph: A group of girl students from the Wichita University acted as ushers.: [16, 1407, 298, 1434]
- court-deputy: IDA S. GREEN, Deputy.: [1128, 1194, 1259, 1206]
- grocery-item-qty: Doz.: [1520, 1678, 1557, 1698]
- grocery-item-row: [1062, 1900, 1603, 1922]
- grocery-item-row: [1062, 1699, 1603, 1721]
- grocery-item-qty: 3 Boxes: [1490, 1922, 1557, 1943]
- grocery-item-qty: lb: [1541, 1855, 1557, 1876]
- article-paragraph: Our pastor, Rev. J. H. Grant, preached a wonderful sermon at evening services.: [306, 524, 569, 551]
- grocery-item-row: [1062, 1632, 1603, 1654]
- article-paragraph: low degree.: [577, 49, 641, 60]
